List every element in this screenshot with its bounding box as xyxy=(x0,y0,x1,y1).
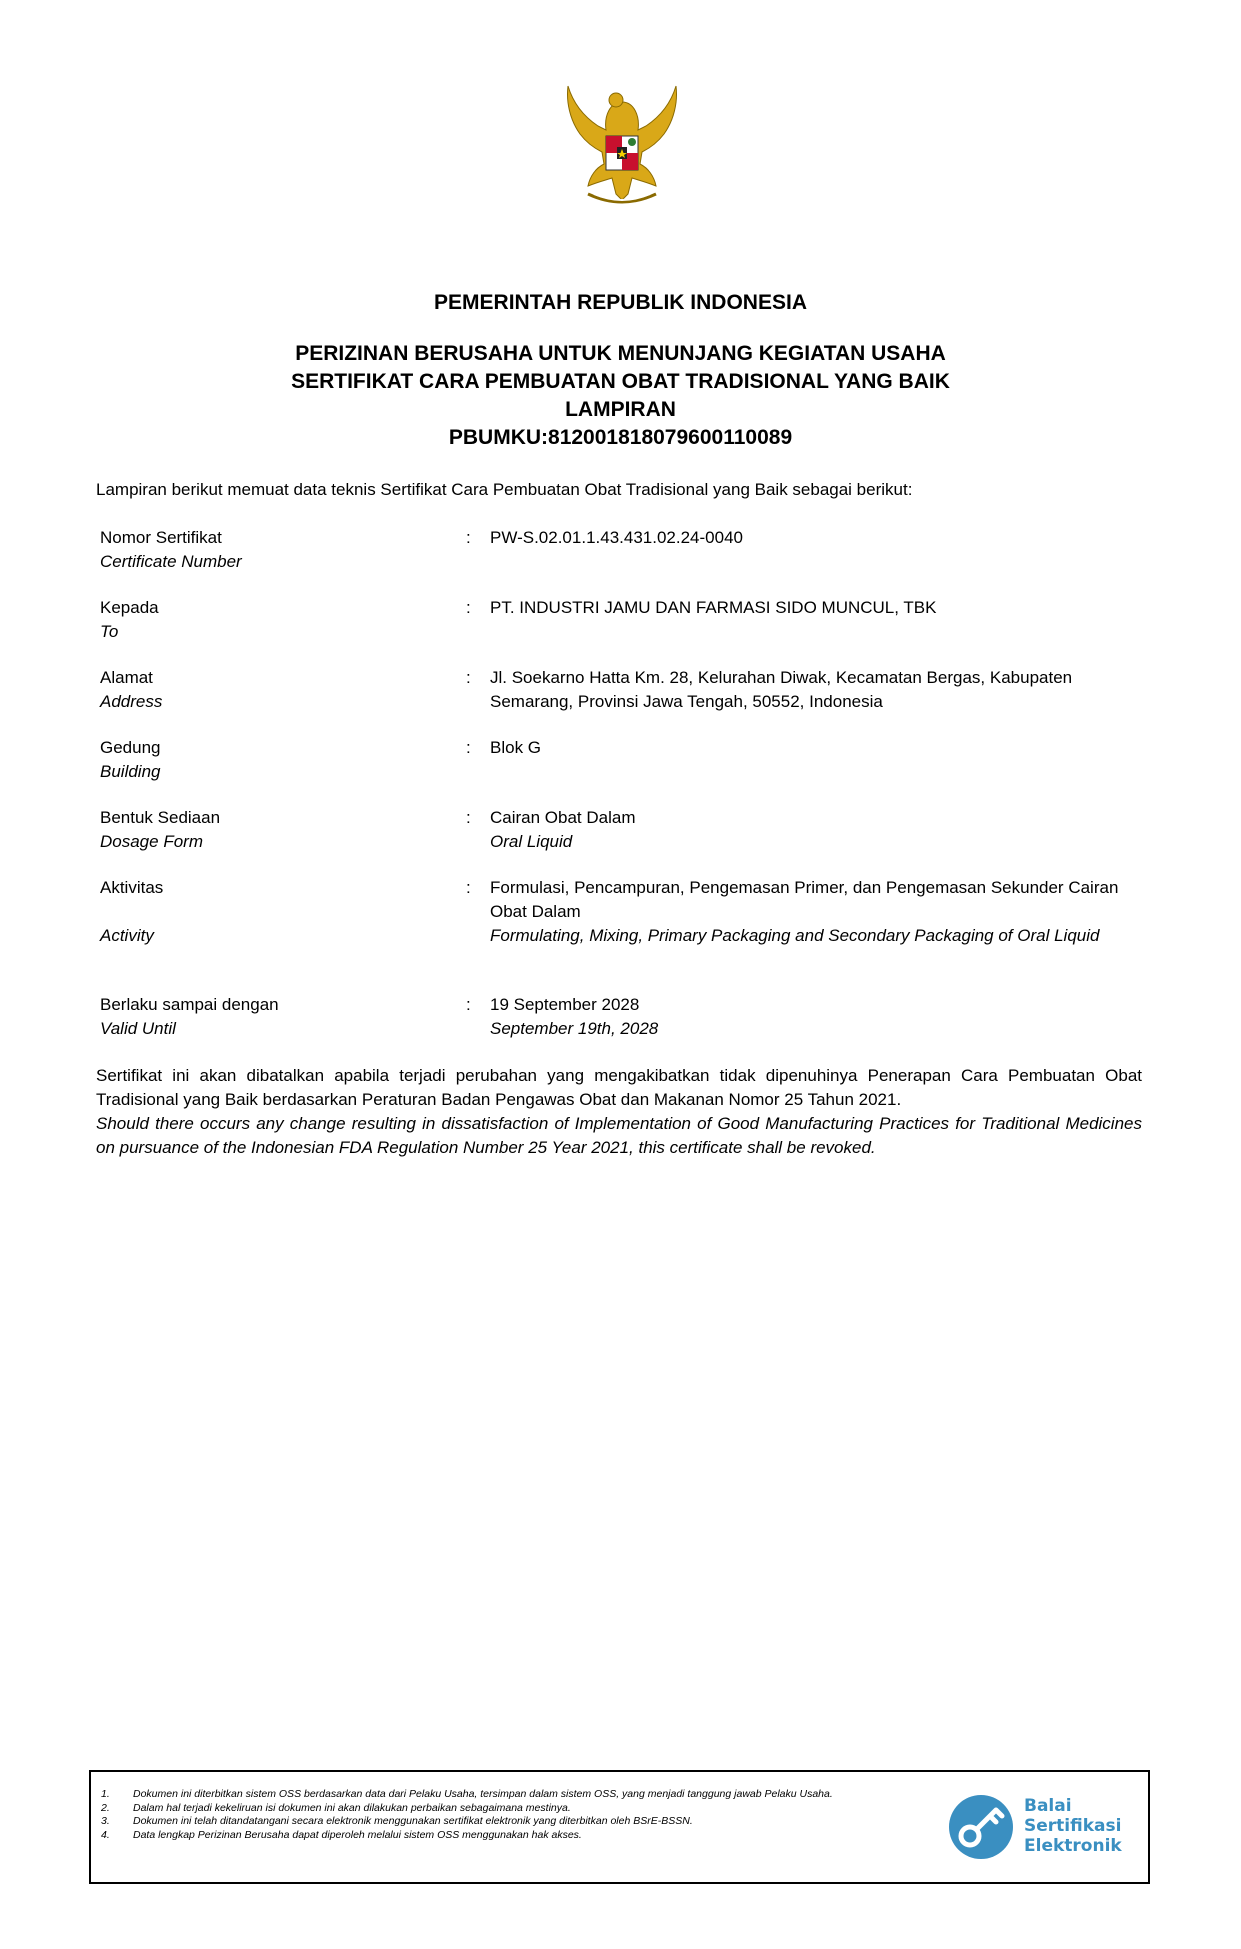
field-label-activity: Aktivitas Activity xyxy=(100,878,164,945)
list-item: 4. Data lengkap Perizinan Berusaha dapat diperoleh melalui sistem OSS menggunakan hak akses. xyxy=(101,1828,582,1841)
field-colon: : xyxy=(466,668,471,687)
document-title-block xyxy=(0,340,1241,452)
field-value-building: Blok G xyxy=(490,738,542,757)
field-colon: : xyxy=(466,598,471,617)
pbumku-number: PBUMKU:812001818079600110089 xyxy=(448,426,793,449)
field-value-address: Jl. Soekarno Hatta Km. 28, Kelurahan Diwak, Kecamatan Bergas, Kabupaten Semarang, Provinsi Jawa Tengah, 50552, Indonesia xyxy=(490,668,1073,711)
permit-title: PERIZINAN BERUSAHA UNTUK MENUNJANG KEGIATAN USAHA xyxy=(295,342,946,365)
field-colon: : xyxy=(466,995,471,1014)
list-item: 2. Dalam hal terjadi kekeliruan isi dokumen ini akan dilakukan perbaikan sebagaimana mestinya. xyxy=(101,1801,571,1814)
field-value-activity: Formulasi, Pencampuran, Pengemasan Primer, dan Pengemasan Sekunder Cairan Obat Dalam Formulating, Mixing, Primary Packaging and Secondary Packaging of Oral Liquid xyxy=(490,878,1119,945)
field-value-valid-until: 19 September 2028 September 19th, 2028 xyxy=(490,995,659,1038)
field-value-certificate-number: PW-S.02.01.1.43.431.02.24-0040 xyxy=(490,528,743,547)
field-label-to: Kepada To xyxy=(100,598,159,641)
intro-text: Lampiran berikut memuat data teknis Sertifikat Cara Pembuatan Obat Tradisional yang Baik sebagai berikut: xyxy=(96,480,913,499)
bsre-logo-text: Balai Sertifikasi Elektronik xyxy=(1024,1796,1122,1856)
attachment-label: LAMPIRAN xyxy=(565,398,676,421)
list-item: 3. Dokumen ini telah ditandatangani secara elektronik menggunakan sertifikat elektronik yang diterbitkan oleh BSrE-BSSN. xyxy=(101,1815,693,1827)
field-label-certificate-number: Nomor Sertifikat Certificate Number xyxy=(100,528,242,571)
field-colon: : xyxy=(466,738,471,757)
field-label-dosage-form: Bentuk Sediaan Dosage Form xyxy=(100,808,221,851)
government-title: PEMERINTAH REPUBLIK INDONESIA xyxy=(434,291,807,314)
field-label-valid-until: Berlaku sampai dengan Valid Until xyxy=(100,995,279,1038)
garuda-emblem-icon xyxy=(560,82,684,212)
field-value-dosage-form: Cairan Obat Dalam Oral Liquid xyxy=(490,808,636,851)
revocation-disclaimer xyxy=(96,1064,1142,1160)
bsre-logo-icon xyxy=(946,1792,1016,1862)
field-colon: : xyxy=(466,528,471,547)
field-value-to: PT. INDUSTRI JAMU DAN FARMASI SIDO MUNCUL, TBK xyxy=(490,598,937,617)
list-item: 1. Dokumen ini diterbitkan sistem OSS berdasarkan data dari Pelaku Usaha, tersimpan dalam sistem OSS, yang menjadi tanggung jawab Pelaku Usaha. xyxy=(101,1788,833,1800)
disclaimer-indonesian: Sertifikat ini akan dibatalkan apabila terjadi perubahan yang mengakibatkan tidak dipenuhinya Penerapan Cara Pembuatan Obat Tradisional yang Baik berdasarkan Peraturan Badan Pengawas Obat dan Makanan Nomor 25 Tahun 2021. xyxy=(96,1066,1142,1109)
footer-notes-list xyxy=(101,1788,951,1842)
field-colon: : xyxy=(466,878,471,897)
field-label-address: Alamat Address xyxy=(100,668,163,711)
field-colon: : xyxy=(466,808,471,827)
bsre-logo xyxy=(946,1792,1146,1872)
footer-notes-box xyxy=(89,1770,1150,1884)
certificate-title: SERTIFIKAT CARA PEMBUATAN OBAT TRADISIONAL YANG BAIK xyxy=(291,370,950,393)
disclaimer-english: Should there occurs any change resulting in dissatisfaction of Implementation of Good Manufacturing Practices for Traditional Medicines on pursuance of the Indonesian FDA Regulation Number 25 Year 2021, this certificate shall be revoked. xyxy=(96,1114,1142,1157)
field-label-building: Gedung Building xyxy=(100,738,161,781)
